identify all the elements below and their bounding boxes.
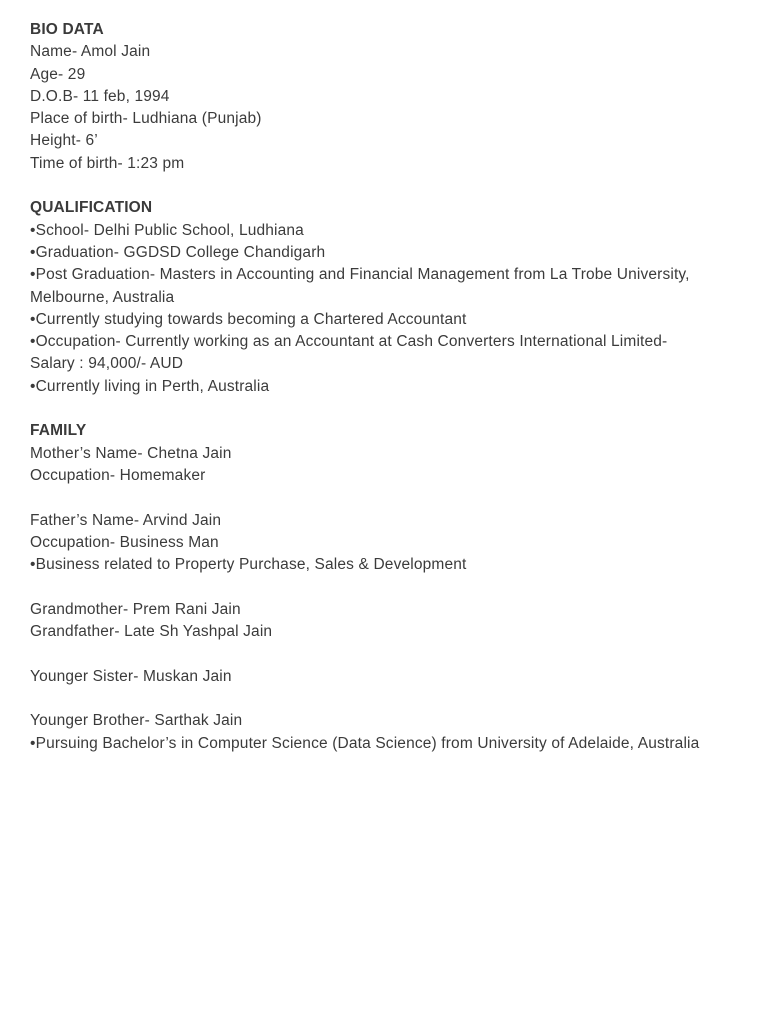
blank-line: [30, 576, 750, 598]
place-of-birth-line: Place of birth- Ludhiana (Punjab): [30, 110, 262, 128]
mother-occupation-line: Occupation- Homemaker: [30, 466, 206, 484]
time-of-birth-line: Time of birth- 1:23 pm: [30, 154, 185, 172]
sister-line: Younger Sister- Muskan Jain: [30, 667, 232, 685]
blank-line: [30, 688, 750, 710]
salary-line: Salary : 94,000/- AUD: [30, 355, 184, 373]
graduation-line: •Graduation- GGDSD College Chandigarh: [30, 243, 326, 261]
blank-line: [30, 643, 750, 665]
grandfather-line: Grandfather- Late Sh Yashpal Jain: [30, 623, 273, 641]
note-body[interactable]: [30, 19, 750, 755]
mother-name-line: Mother’s Name- Chetna Jain: [30, 444, 232, 462]
qualification-section: [30, 197, 750, 398]
dob-line: D.O.B- 11 feb, 1994: [30, 87, 170, 105]
post-graduation-line-continued: Melbourne, Australia: [30, 288, 175, 306]
father-occupation-line: Occupation- Business Man: [30, 533, 219, 551]
school-line: •School- Delhi Public School, Ludhiana: [30, 221, 304, 239]
qualification-heading: QUALIFICATION: [30, 199, 153, 217]
living-line: •Currently living in Perth, Australia: [30, 377, 270, 395]
father-name-line: Father’s Name- Arvind Jain: [30, 511, 222, 529]
blank-line: [30, 175, 750, 197]
family-heading: FAMILY: [30, 422, 87, 440]
height-line: Height- 6’: [30, 132, 98, 150]
occupation-line: •Occupation- Currently working as an Accountant at Cash Converters International Limited-: [30, 333, 668, 351]
bio-data-heading: BIO DATA: [30, 21, 104, 38]
blank-line: [30, 487, 750, 509]
studying-line: •Currently studying towards becoming a Chartered Accountant: [30, 310, 467, 328]
grandmother-line: Grandmother- Prem Rani Jain: [30, 600, 241, 618]
bio-data-section: [30, 19, 750, 175]
brother-line: Younger Brother- Sarthak Jain: [30, 712, 243, 730]
post-graduation-line: •Post Graduation- Masters in Accounting and Financial Management from La Trobe University,: [30, 266, 690, 284]
blank-line: [30, 398, 750, 420]
age-line: Age- 29: [30, 65, 86, 83]
brother-study-line: •Pursuing Bachelor’s in Computer Science (Data Science) from University of Adelaide, Australia: [30, 734, 700, 752]
family-section: [30, 420, 750, 754]
name-line: Name- Amol Jain: [30, 43, 151, 61]
father-business-line: •Business related to Property Purchase, Sales & Development: [30, 556, 467, 574]
